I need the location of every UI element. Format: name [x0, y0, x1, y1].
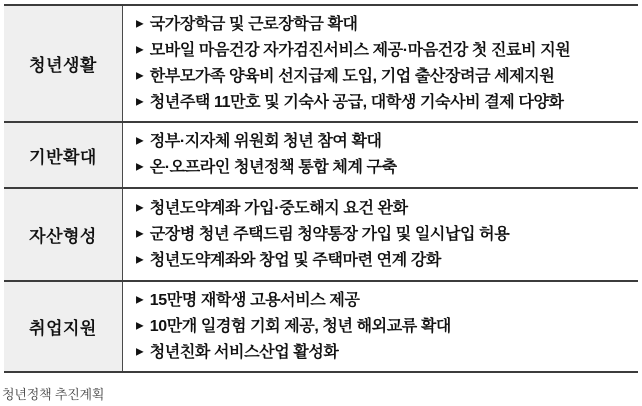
- list-item: [136, 288, 634, 314]
- list-item: [136, 314, 634, 340]
- bullet-triangle-icon: ▶: [136, 346, 144, 357]
- bullet-triangle-icon: ▶: [136, 18, 144, 29]
- item-text: 청년도약계좌와 창업 및 주택마련 연계 강화: [149, 251, 441, 269]
- item-text: 청년주택 11만호 및 기숙사 공급, 대학생 기숙사비 결제 다양화: [149, 93, 564, 111]
- bullet-triangle-icon: ▶: [136, 254, 144, 265]
- list-item: [136, 222, 634, 248]
- category-label: 취업지원: [29, 319, 97, 338]
- list-item: [136, 90, 634, 116]
- list-item: [136, 12, 634, 38]
- item-text: 청년친화 서비스산업 활성화: [149, 343, 339, 361]
- item-text: 온·오프라인 청년정책 통합 체계 구축: [149, 159, 397, 176]
- item-text: 한부모가족 양육비 선지급제 도입, 기업 출산장려금 세제지원: [149, 67, 555, 85]
- list-item: [136, 129, 634, 155]
- list-item: [136, 248, 634, 274]
- bullet-triangle-icon: ▶: [136, 70, 144, 81]
- items-cell: [123, 282, 638, 371]
- table-caption: 청년정책 추진계획: [2, 387, 105, 402]
- table-row: [4, 189, 638, 282]
- bullet-triangle-icon: ▶: [136, 161, 144, 173]
- item-text: 10만개 일경험 기회 제공, 청년 해외교류 확대: [149, 317, 451, 335]
- table-row: [4, 123, 638, 189]
- youth-policy-table: [4, 4, 638, 373]
- item-text: 모바일 마음건강 자가검진서비스 제공·마음건강 첫 진료비 지원: [149, 41, 571, 59]
- table-row: [4, 6, 638, 123]
- list-item: [136, 340, 634, 366]
- item-text: 군장병 청년 주택드림 청약통장 가입 및 일시납입 허용: [149, 225, 510, 243]
- items-cell: [123, 123, 638, 187]
- category-cell: [4, 6, 123, 121]
- item-text: 정부·지자체 위원회 청년 참여 확대: [149, 133, 382, 150]
- bullet-triangle-icon: ▶: [136, 135, 144, 147]
- bullet-triangle-icon: ▶: [136, 320, 144, 331]
- category-label: 기반확대: [29, 147, 97, 167]
- bullet-triangle-icon: ▶: [136, 96, 144, 107]
- bullet-triangle-icon: ▶: [136, 44, 144, 55]
- items-cell: [123, 189, 638, 280]
- category-label: 청년생활: [29, 56, 97, 75]
- bullet-triangle-icon: ▶: [136, 294, 144, 305]
- item-text: 국가장학금 및 근로장학금 확대: [149, 15, 358, 33]
- items-cell: [123, 6, 638, 121]
- bullet-triangle-icon: ▶: [136, 228, 144, 239]
- list-item: [136, 155, 634, 181]
- category-label: 자산형성: [29, 227, 97, 246]
- item-text: 15만명 재학생 고용서비스 제공: [149, 291, 360, 309]
- bullet-triangle-icon: ▶: [136, 202, 144, 213]
- list-item: [136, 196, 634, 222]
- list-item: [136, 64, 634, 90]
- category-cell: [4, 189, 123, 280]
- list-item: [136, 38, 634, 64]
- category-cell: [4, 123, 123, 187]
- category-cell: [4, 282, 123, 371]
- item-text: 청년도약계좌 가입·중도해지 요건 완화: [149, 199, 408, 217]
- table-row: [4, 282, 638, 373]
